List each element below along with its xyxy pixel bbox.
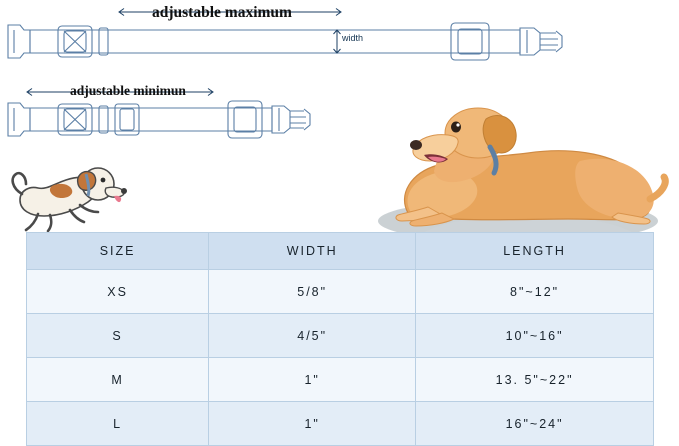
- cell-width: 1": [209, 402, 416, 446]
- adjustable-minimum-label: adjustable minimun: [70, 83, 186, 98]
- cell-size: L: [27, 402, 209, 446]
- cell-length: 16"~24": [416, 402, 654, 446]
- column-header-length: LENGTH: [416, 233, 654, 270]
- table-head: [27, 233, 654, 270]
- size-table: [26, 232, 654, 446]
- cell-size: M: [27, 358, 209, 402]
- table-header-row: [27, 233, 654, 270]
- width-label: width: [342, 33, 364, 43]
- table-row: [27, 402, 654, 446]
- table-body: [27, 270, 654, 446]
- table-row: [27, 314, 654, 358]
- column-header-width: WIDTH: [209, 233, 416, 270]
- cell-length: 13. 5"~22": [416, 358, 654, 402]
- cell-width: 1": [209, 358, 416, 402]
- cell-length: 10"~16": [416, 314, 654, 358]
- adjustable-maximum-label: adjustable maximum: [152, 4, 292, 21]
- column-header-size: SIZE: [27, 233, 209, 270]
- table-row: [27, 358, 654, 402]
- running-dog-illustration: [8, 158, 148, 233]
- cell-width: 4/5": [209, 314, 416, 358]
- running-dog-svg: [8, 158, 148, 233]
- cell-length: 8"~12": [416, 270, 654, 314]
- cell-size: S: [27, 314, 209, 358]
- cell-size: XS: [27, 270, 209, 314]
- cell-width: 5/8": [209, 270, 416, 314]
- table-row: [27, 270, 654, 314]
